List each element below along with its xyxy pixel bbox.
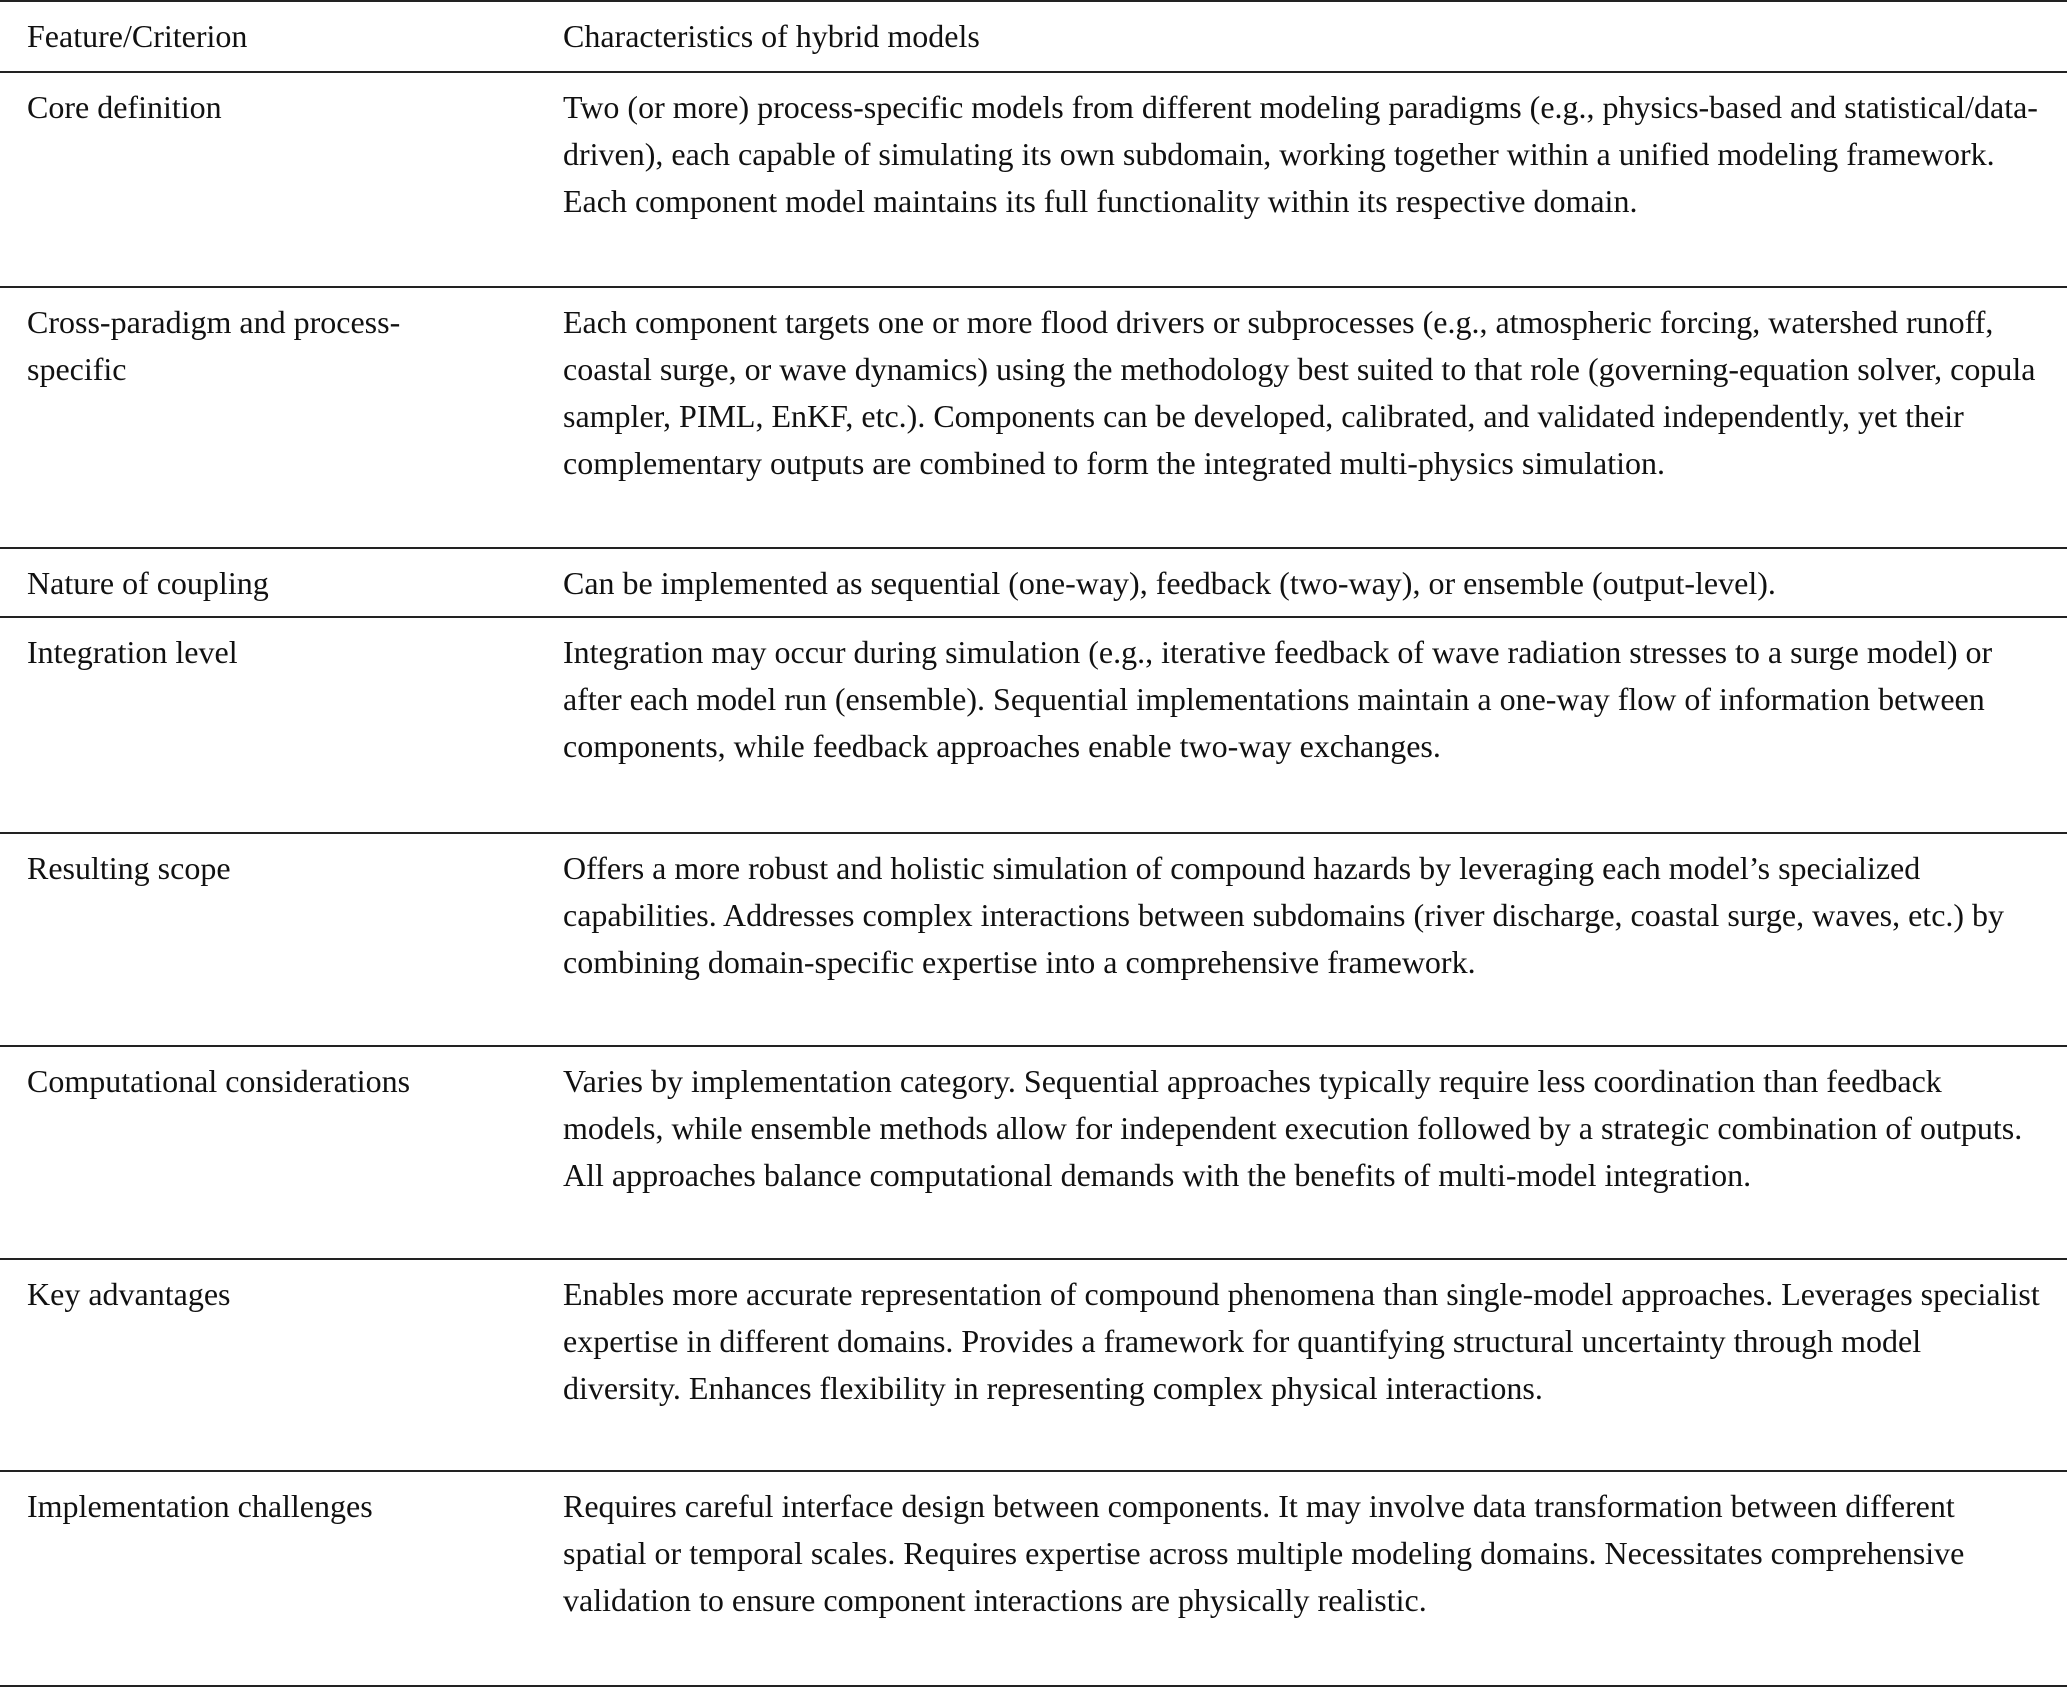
table-row xyxy=(0,618,2067,834)
characteristics-cell: Requires careful interface design between components. It may involve data transformation between different spatial or temporal scales. Requires expertise across multiple modeling domains. Necessitates comprehensive validation to ensure component interactions are physically realistic. xyxy=(563,1488,1965,1618)
characteristics-cell: Can be implemented as sequential (one-way), feedback (two-way), or ensemble (output-level). xyxy=(563,565,1776,601)
table-row xyxy=(0,1472,2067,1685)
feature-cell: Integration level xyxy=(27,634,238,670)
feature-cell: Nature of coupling xyxy=(27,565,269,601)
characteristics-cell: Offers a more robust and holistic simulation of compound hazards by leveraging each model’s specialized capabilities. Addresses complex interactions between subdomains (river discharge, coastal surge, waves, etc.) by combining domain-specific expertise into a comprehensive framework. xyxy=(563,850,2005,980)
table-row xyxy=(0,1260,2067,1472)
feature-cell: Computational considerations xyxy=(27,1063,411,1099)
characteristics-cell: Two (or more) process-specific models from different modeling paradigms (e.g., physics-based and statistical/data-driven), each capable of simulating its own subdomain, working together within a unified modeling framework. Each component model maintains its full functionality within its respective domain. xyxy=(563,89,2038,219)
column-header-characteristics: Characteristics of hybrid models xyxy=(563,18,980,54)
column-header-feature: Feature/Criterion xyxy=(27,18,248,54)
characteristics-cell: Varies by implementation category. Sequential approaches typically require less coordination than feedback models, while ensemble methods allow for independent execution followed by a strategic combination of outputs. All approaches balance computational demands with the benefits of multi-model integration. xyxy=(563,1063,2023,1193)
table-row xyxy=(0,834,2067,1047)
table-row xyxy=(0,1047,2067,1260)
characteristics-cell: Integration may occur during simulation (e.g., iterative feedback of wave radiation stresses to a surge model) or after each model run (ensemble). Sequential implementations maintain a one-way flow of information between components, while feedback approaches enable two-way exchanges. xyxy=(563,634,1993,764)
table-row xyxy=(0,73,2067,288)
table-header-row xyxy=(0,2,2067,73)
feature-cell: Resulting scope xyxy=(27,850,231,886)
characteristics-cell: Enables more accurate representation of compound phenomena than single-model approaches. Leverages specialist expertise in different domains. Provides a framework for quantifying structural uncertainty through model diversity. Enhances flexibility in representing complex physical interactions. xyxy=(563,1276,2040,1406)
characteristics-cell: Each component targets one or more flood drivers or subprocesses (e.g., atmospheric forcing, watershed runoff, coastal surge, or wave dynamics) using the methodology best suited to that role (governing-equation solver, copula sampler, PIML, EnKF, etc.). Components can be developed, calibrated, and validated independently, yet their complementary outputs are combined to form the integrated multi-physics simulation. xyxy=(563,304,2036,481)
feature-cell: Core definition xyxy=(27,89,222,125)
table-row xyxy=(0,288,2067,549)
feature-cell: Implementation challenges xyxy=(27,1488,373,1524)
feature-cell: Cross-paradigm and process-specific xyxy=(27,304,401,387)
feature-cell: Key advantages xyxy=(27,1276,231,1312)
table-row xyxy=(0,549,2067,618)
